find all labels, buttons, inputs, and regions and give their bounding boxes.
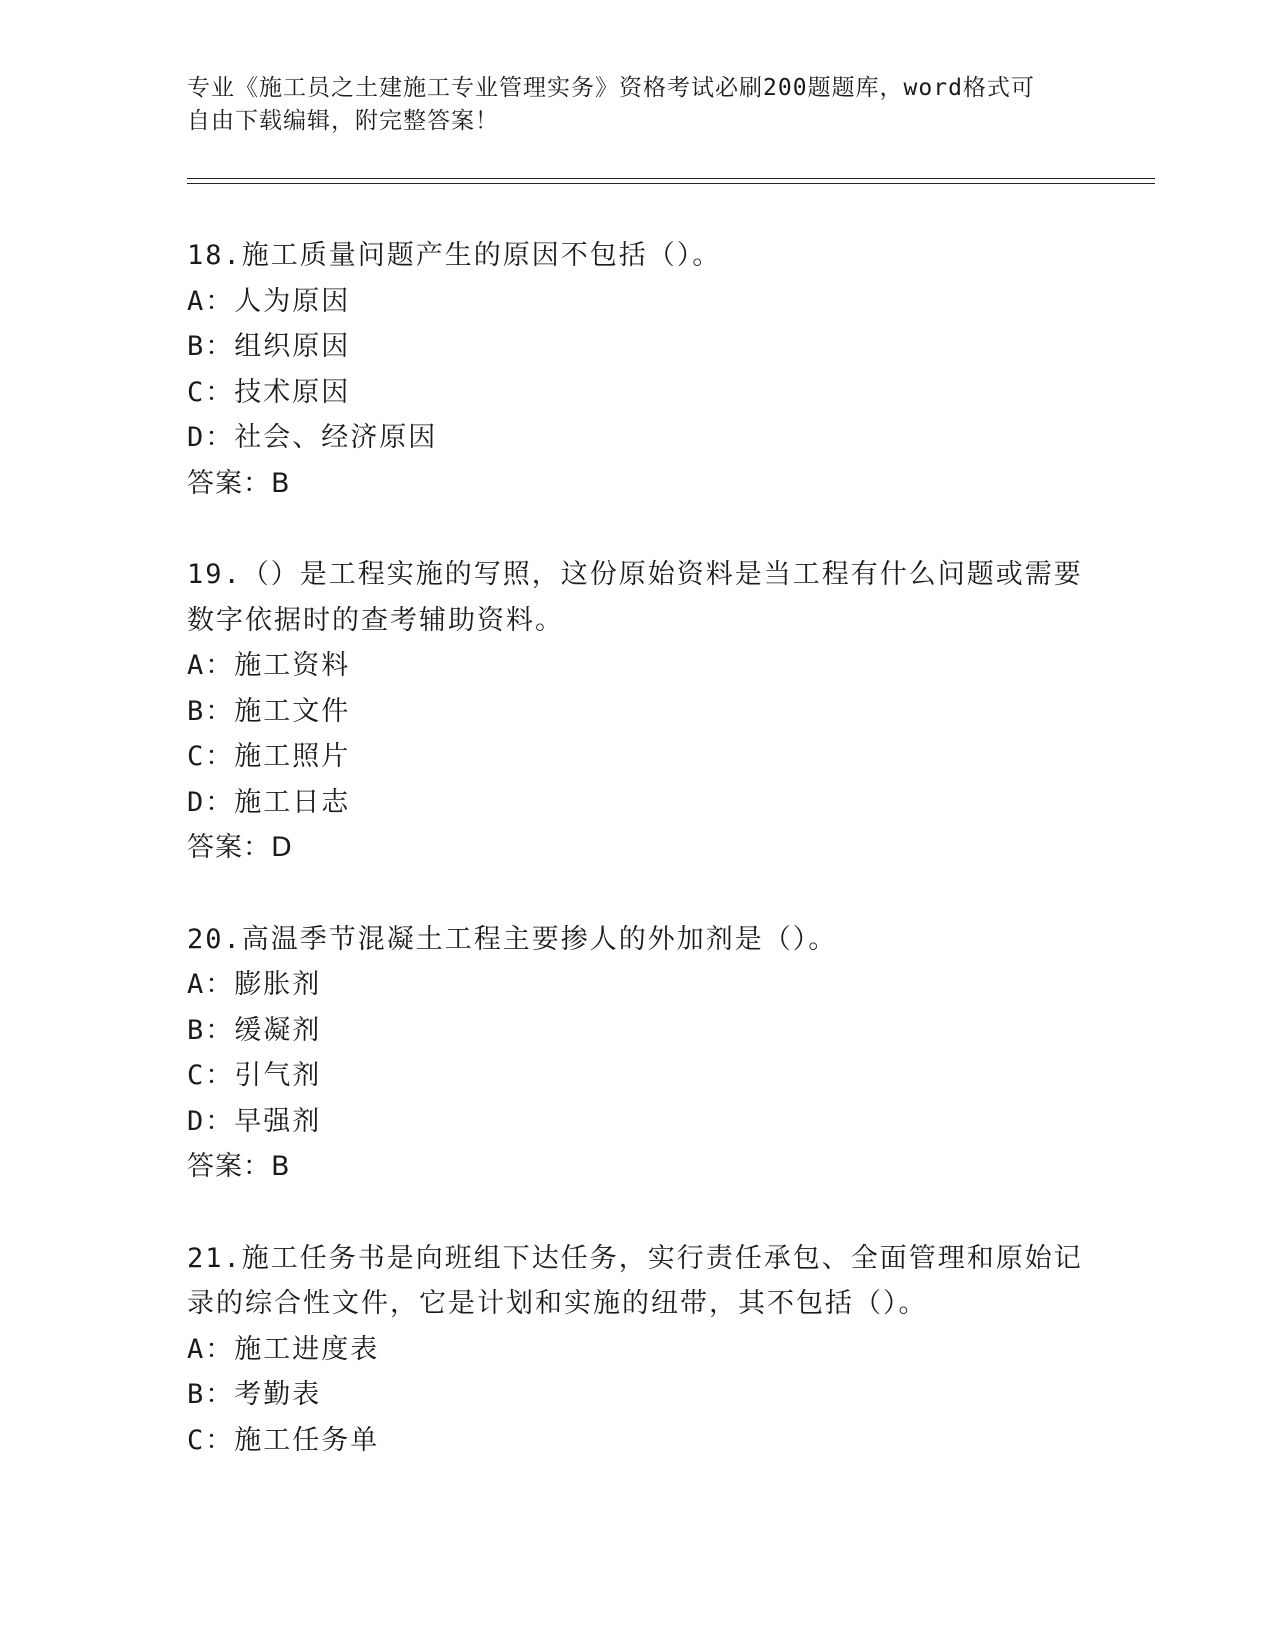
question-20 (187, 917, 1087, 1190)
option-d: D：早强剂 (187, 1105, 322, 1137)
question-stem-continued: 数字依据时的查考辅助资料。 (187, 604, 564, 636)
question-19 (187, 552, 1087, 871)
option-b: B：缓凝剂 (187, 1014, 322, 1046)
question-stem-continued: 录的综合性文件，它是计划和实施的纽带，其不包括（）。 (187, 1288, 928, 1319)
option-a: A：施工进度表 (187, 1333, 380, 1365)
option-a: A：膨胀剂 (187, 969, 322, 1000)
option-b: B：组织原因 (187, 331, 351, 362)
document-title-line-2: 自由下载编辑，附完整答案！ (187, 108, 499, 134)
option-c: C：技术原因 (187, 376, 351, 408)
question-stem: 19.（）是工程实施的写照，这份原始资料是当工程有什么问题或需要 (187, 559, 1083, 590)
question-21 (187, 1236, 1087, 1464)
option-d: D：施工日志 (187, 786, 351, 818)
option-d: D：社会、经济原因 (187, 422, 438, 453)
answer-line: 答案：B (187, 467, 291, 499)
header-divider-bottom (187, 183, 1155, 184)
question-stem: 21.施工任务书是向班组下达任务，实行责任承包、全面管理和原始记 (187, 1242, 1083, 1274)
option-c: C：施工任务单 (187, 1424, 380, 1456)
option-a: A：人为原因 (187, 285, 351, 317)
option-b: B：施工文件 (187, 695, 351, 727)
option-b: B：考勤表 (187, 1379, 322, 1410)
option-a: A：施工资料 (187, 650, 351, 681)
document-title-line-1: 专业《施工员之土建施工专业管理实务》资格考试必刷200题题库，word格式可 (187, 75, 1035, 101)
question-stem: 20.高温季节混凝土工程主要掺人的外加剂是（）。 (187, 923, 838, 955)
question-stem: 18.施工质量问题产生的原因不包括（）。 (187, 240, 722, 271)
option-c: C：施工照片 (187, 741, 351, 772)
header-divider-top (187, 178, 1155, 179)
option-c: C：引气剂 (187, 1060, 322, 1091)
question-18 (187, 233, 1087, 506)
answer-line: 答案：D (187, 832, 293, 863)
question-list (187, 233, 1087, 1509)
document-title (187, 72, 1087, 138)
answer-line: 答案：B (187, 1151, 291, 1182)
